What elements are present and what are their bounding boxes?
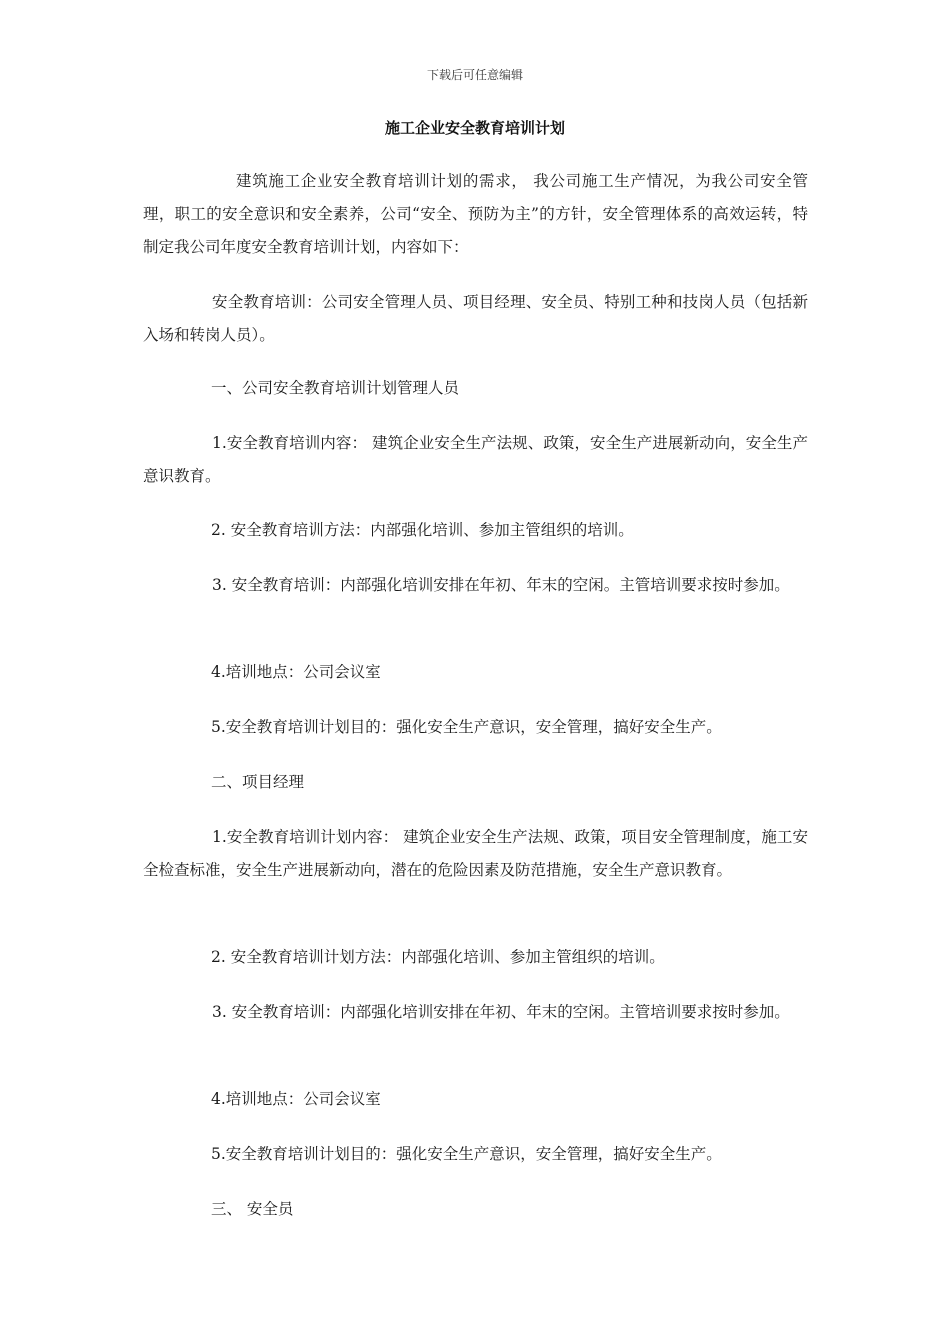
header-note: 下载后可任意编辑: [426, 68, 523, 82]
section-1-item-4: 4.培训地点：公司会议室: [211, 663, 381, 681]
document-title: 施工企业安全教育培训计划: [384, 119, 565, 137]
section-2-heading: 二、项目经理: [211, 773, 305, 791]
section-2-item-4: 4.培训地点：公司会议室: [211, 1090, 381, 1108]
section-3-heading: 三、 安全员: [211, 1200, 294, 1218]
section-1-heading: 一、公司安全教育培训计划管理人员: [211, 379, 460, 397]
section-2-item-2: 2. 安全教育培训计划方法：内部强化培训、参加主管组织的培训。: [211, 948, 665, 966]
section-2-item-5: 5.安全教育培训计划目的：强化安全生产意识，安全管理，搞好安全生产。: [211, 1145, 722, 1163]
section-2-item-1: 1.安全教育培训计划内容： 建筑企业安全生产法规、政策，项目安全管理制度，施工安全检查标准，安全生产进展新动向，潜在的危险因素及防范措施，安全生产意识教育。: [143, 828, 808, 879]
section-2-item-3: 3. 安全教育培训：内部强化培训安排在年初、年末的空闲。主管培训要求按时参加。: [212, 1003, 790, 1021]
intro-paragraph: 建筑施工企业安全教育培训计划的需求， 我公司施工生产情况，为我公司安全管理，职工的安全意识和安全素养，公司“安全、预防为主”的方针，安全管理体系的高效运转，特制定我公司年度安全教育培训计划，内容如下：: [143, 172, 808, 256]
section-1-item-5: 5.安全教育培训计划目的：强化安全生产意识，安全管理，搞好安全生产。: [211, 718, 722, 736]
section-1-item-3: 3. 安全教育培训：内部强化培训安排在年初、年末的空闲。主管培训要求按时参加。: [212, 576, 790, 594]
scope-paragraph: 安全教育培训：公司安全管理人员、项目经理、安全员、特别工种和技岗人员（包括新入场和转岗人员）。: [143, 293, 808, 344]
section-1-item-2: 2. 安全教育培训方法：内部强化培训、参加主管组织的培训。: [211, 521, 634, 539]
section-1-item-1: 1.安全教育培训内容： 建筑企业安全生产法规、政策，安全生产进展新动向，安全生产意识教育。: [143, 434, 808, 485]
